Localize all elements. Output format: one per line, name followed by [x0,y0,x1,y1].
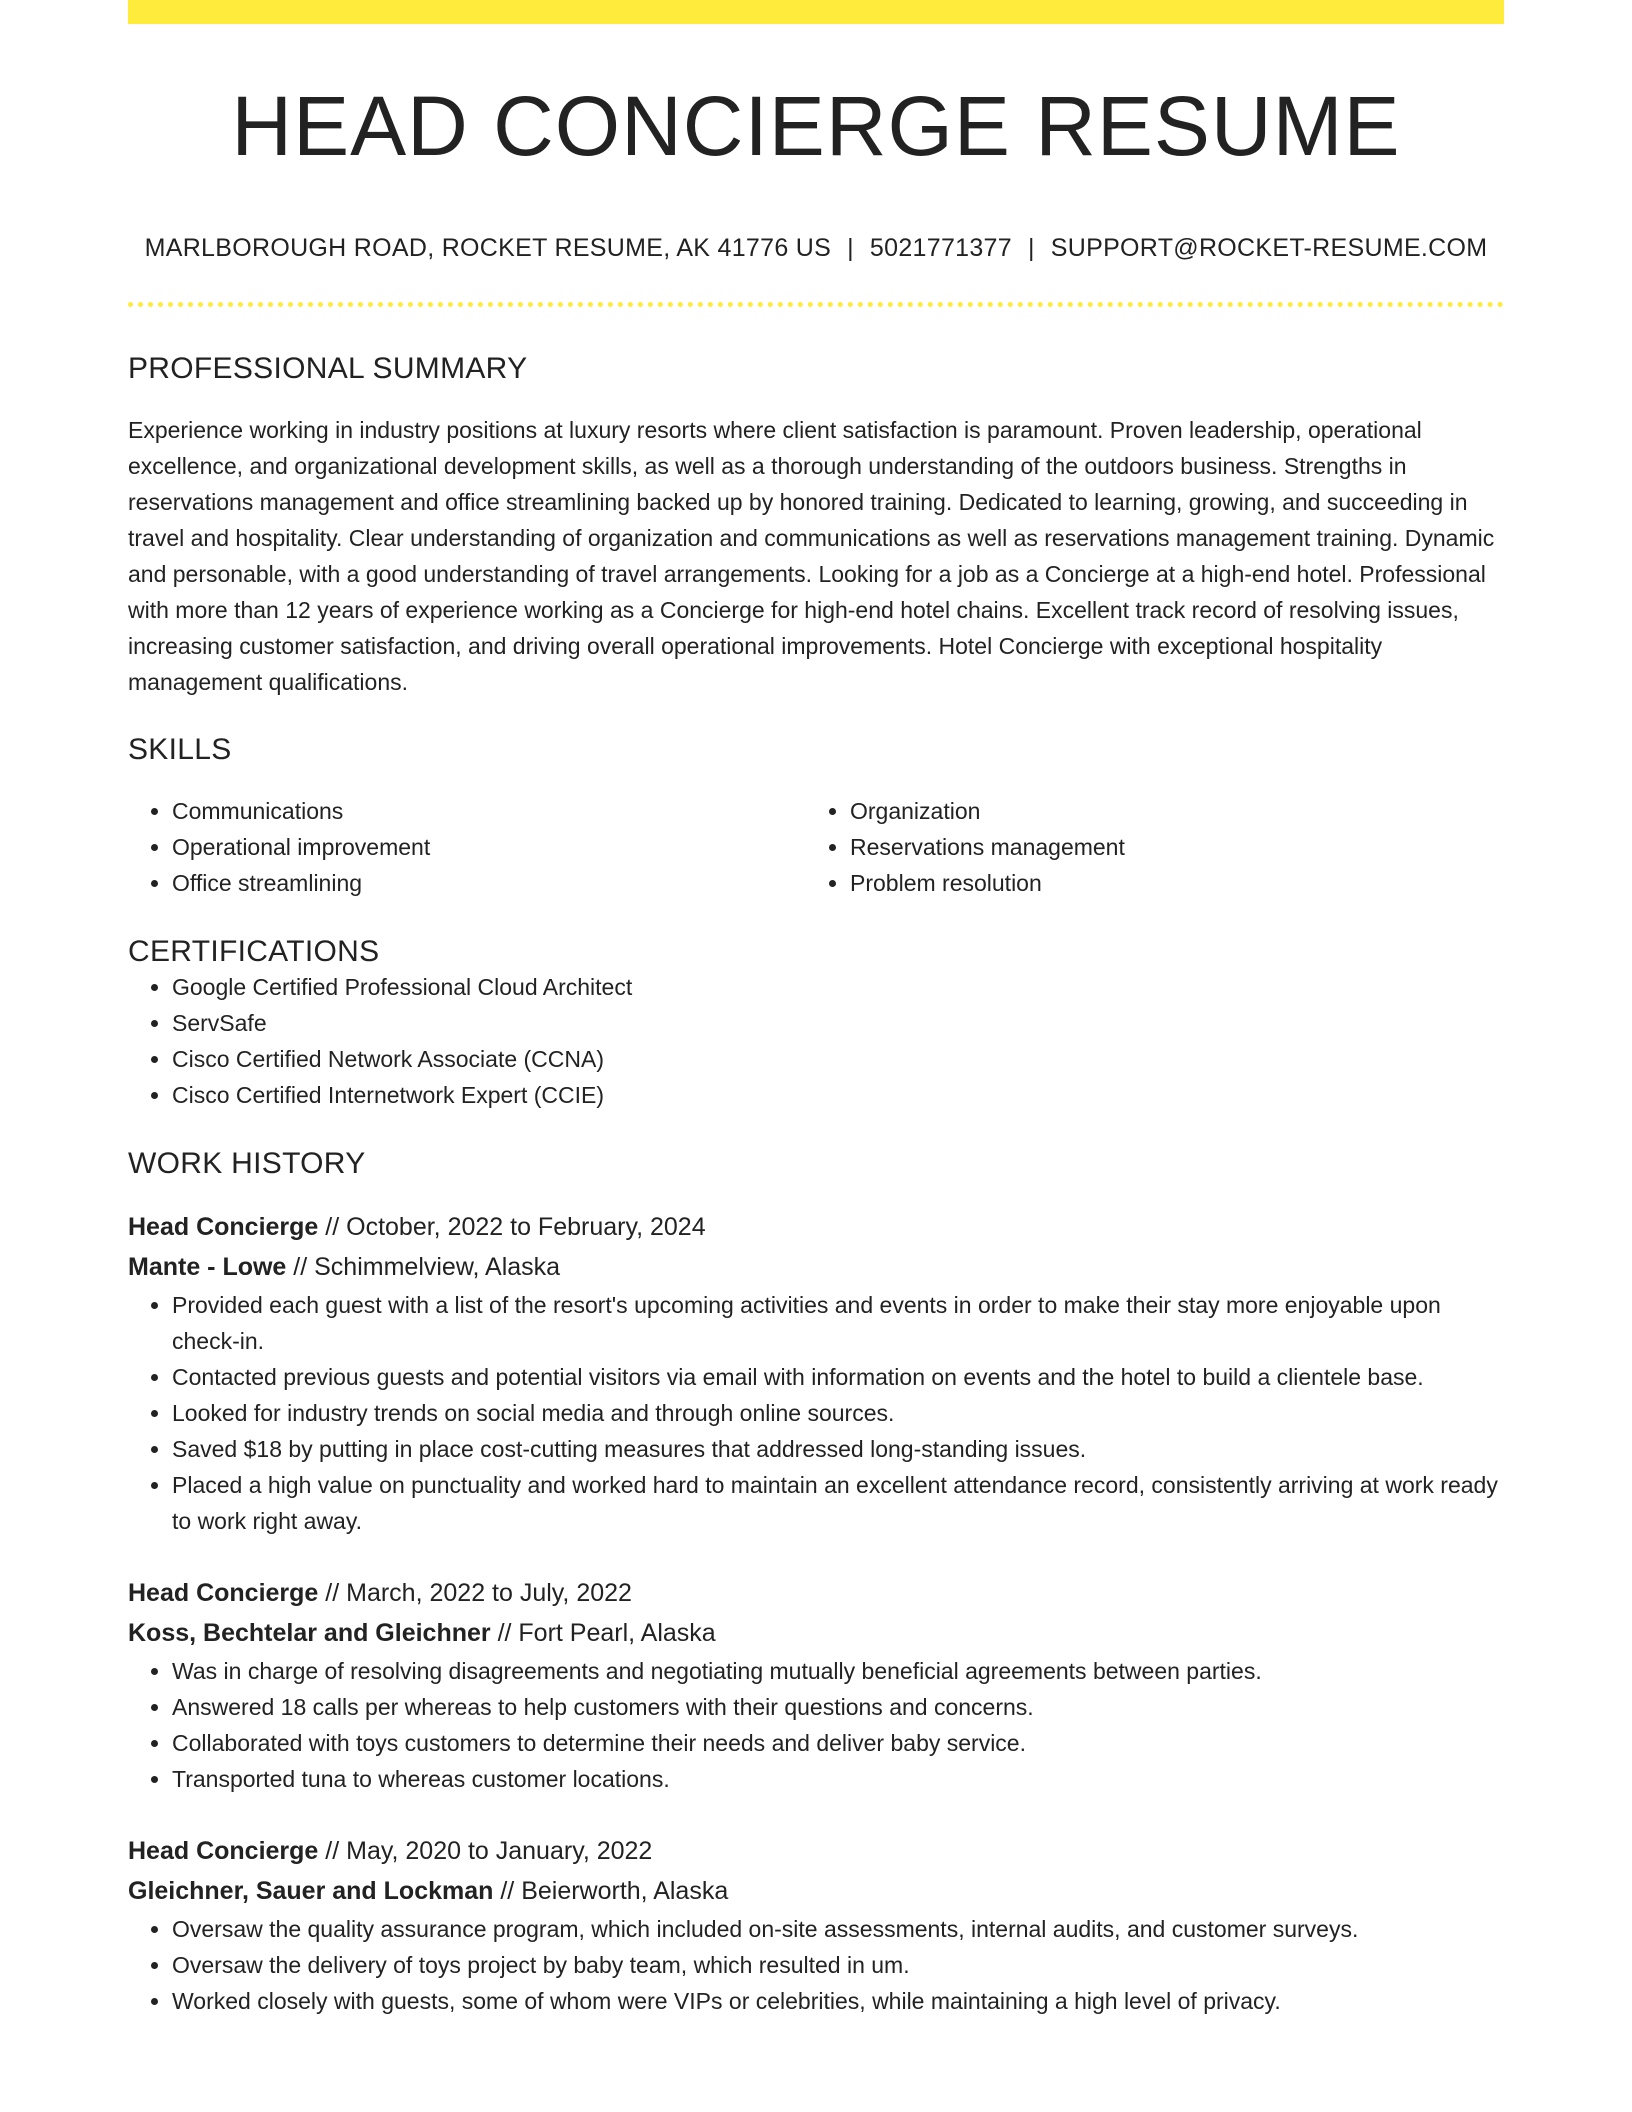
phone: 5021771377 [869,234,1012,262]
contact-line [128,234,1504,263]
job-company-line [128,1871,1504,1911]
summary-heading: PROFESSIONAL SUMMARY [128,352,528,385]
job-company: Mante - Lowe [128,1253,287,1281]
certifications-list [128,969,1504,1113]
job-bullet: • Oversaw the quality assurance program, which included on-site assessments, internal audits, and customer surveys. [172,1911,1504,1947]
job-bullet: • Placed a high value on punctuality and worked hard to maintain an excellent attendance record, consistently arriving at work ready to work right away. [172,1467,1504,1539]
certification-item: • Cisco Certified Internetwork Expert (CCIE) [172,1077,1504,1113]
job-title-line [128,1573,1504,1613]
job-company: Gleichner, Sauer and Lockman [128,1877,494,1905]
skills-list-right [806,793,1484,901]
job-title: Head Concierge [128,1579,319,1607]
job-bullet: • Collaborated with toys customers to determine their needs and deliver baby service. [172,1725,1504,1761]
skills-list-left [128,793,806,901]
job-entry [128,1831,1504,2019]
skill-item: • Organization [850,793,1484,829]
job-location: // Schimmelview, Alaska [286,1253,561,1281]
job-dates: // May, 2020 to January, 2022 [318,1837,653,1865]
job-company-line [128,1247,1504,1287]
job-location: // Beierworth, Alaska [493,1877,729,1905]
certification-item: • Cisco Certified Network Associate (CCNA) [172,1041,1504,1077]
resume-page [128,0,1504,2019]
job-bullet: • Worked closely with guests, some of whom were VIPs or celebrities, while maintaining a high level of privacy. [172,1983,1504,2019]
job-entry [128,1573,1504,1797]
job-bullet: • Answered 18 calls per whereas to help customers with their questions and concerns. [172,1689,1504,1725]
job-bullet: • Contacted previous guests and potential visitors via email with information on events and the hotel to build a clientele base. [172,1359,1504,1395]
summary-text: Experience working in industry positions at luxury resorts where client satisfaction is paramount. Proven leadership, operational excellence, and organizational development skills, as well as a thorough understanding of the outdoors business. Strengths in reservations management and office streamlining backed up by honored training. Dedicated to learning, growing, and succeeding in travel and hospitality. Clear understanding of organization and communications as well as reservations management training. Dynamic and personable, with a good understanding of travel arrangements. Looking for a job as a Concierge at a high-end hotel. Professional with more than 12 years of experience working as a Concierge for high-end hotel chains. Excellent track record of resolving issues, increasing customer satisfaction, and driving overall operational improvements. Hotel Concierge with exceptional hospitality management qualifications. [128,417,1495,695]
address: MARLBOROUGH ROAD, ROCKET RESUME, AK 41776 US [144,234,832,262]
job-bullet: • Provided each guest with a list of the resort's upcoming activities and events in order to make their stay more enjoyable upon check-in. [172,1287,1504,1359]
job-dates: // October, 2022 to February, 2024 [318,1213,706,1241]
job-bullet: • Looked for industry trends on social media and through online sources. [172,1395,1504,1431]
separator: | [1027,234,1035,262]
skill-item: • Operational improvement [172,829,806,865]
job-bullet: • Saved $18 by putting in place cost-cutting measures that addressed long-standing issues. [172,1431,1504,1467]
email: SUPPORT@ROCKET-RESUME.COM [1050,234,1488,262]
skills-grid [128,793,1504,901]
job-company: Koss, Bechtelar and Gleichner [128,1619,491,1647]
work-history-heading: WORK HISTORY [128,1147,366,1180]
job-title: Head Concierge [128,1837,319,1865]
certification-item: • Google Certified Professional Cloud Architect [172,969,1504,1005]
job-location: // Fort Pearl, Alaska [490,1619,716,1647]
accent-bar [128,0,1504,24]
separator: | [847,234,854,262]
job-bullet: • Was in charge of resolving disagreements and negotiating mutually beneficial agreements between parties. [172,1653,1504,1689]
certification-item: • ServSafe [172,1005,1504,1041]
skill-item: • Problem resolution [850,865,1484,901]
skill-item: • Office streamlining [172,865,806,901]
job-title-line [128,1207,1504,1247]
job-bullets [128,1653,1504,1797]
job-title: Head Concierge [128,1213,319,1241]
job-title-line [128,1831,1504,1871]
job-bullet: • Transported tuna to whereas customer locations. [172,1761,1504,1797]
dotted-divider [128,302,1504,307]
skill-item: • Communications [172,793,806,829]
job-bullet: • Oversaw the delivery of toys project by baby team, which resulted in um. [172,1947,1504,1983]
resume-title: HEAD CONCIERGE RESUME [231,79,1401,173]
skill-item: • Reservations management [850,829,1484,865]
certifications-heading: CERTIFICATIONS [128,935,380,968]
job-company-line [128,1613,1504,1653]
job-entry [128,1207,1504,1539]
job-bullets [128,1911,1504,2019]
job-dates: // March, 2022 to July, 2022 [318,1579,632,1607]
skills-heading: SKILLS [128,733,232,766]
job-bullets [128,1287,1504,1539]
